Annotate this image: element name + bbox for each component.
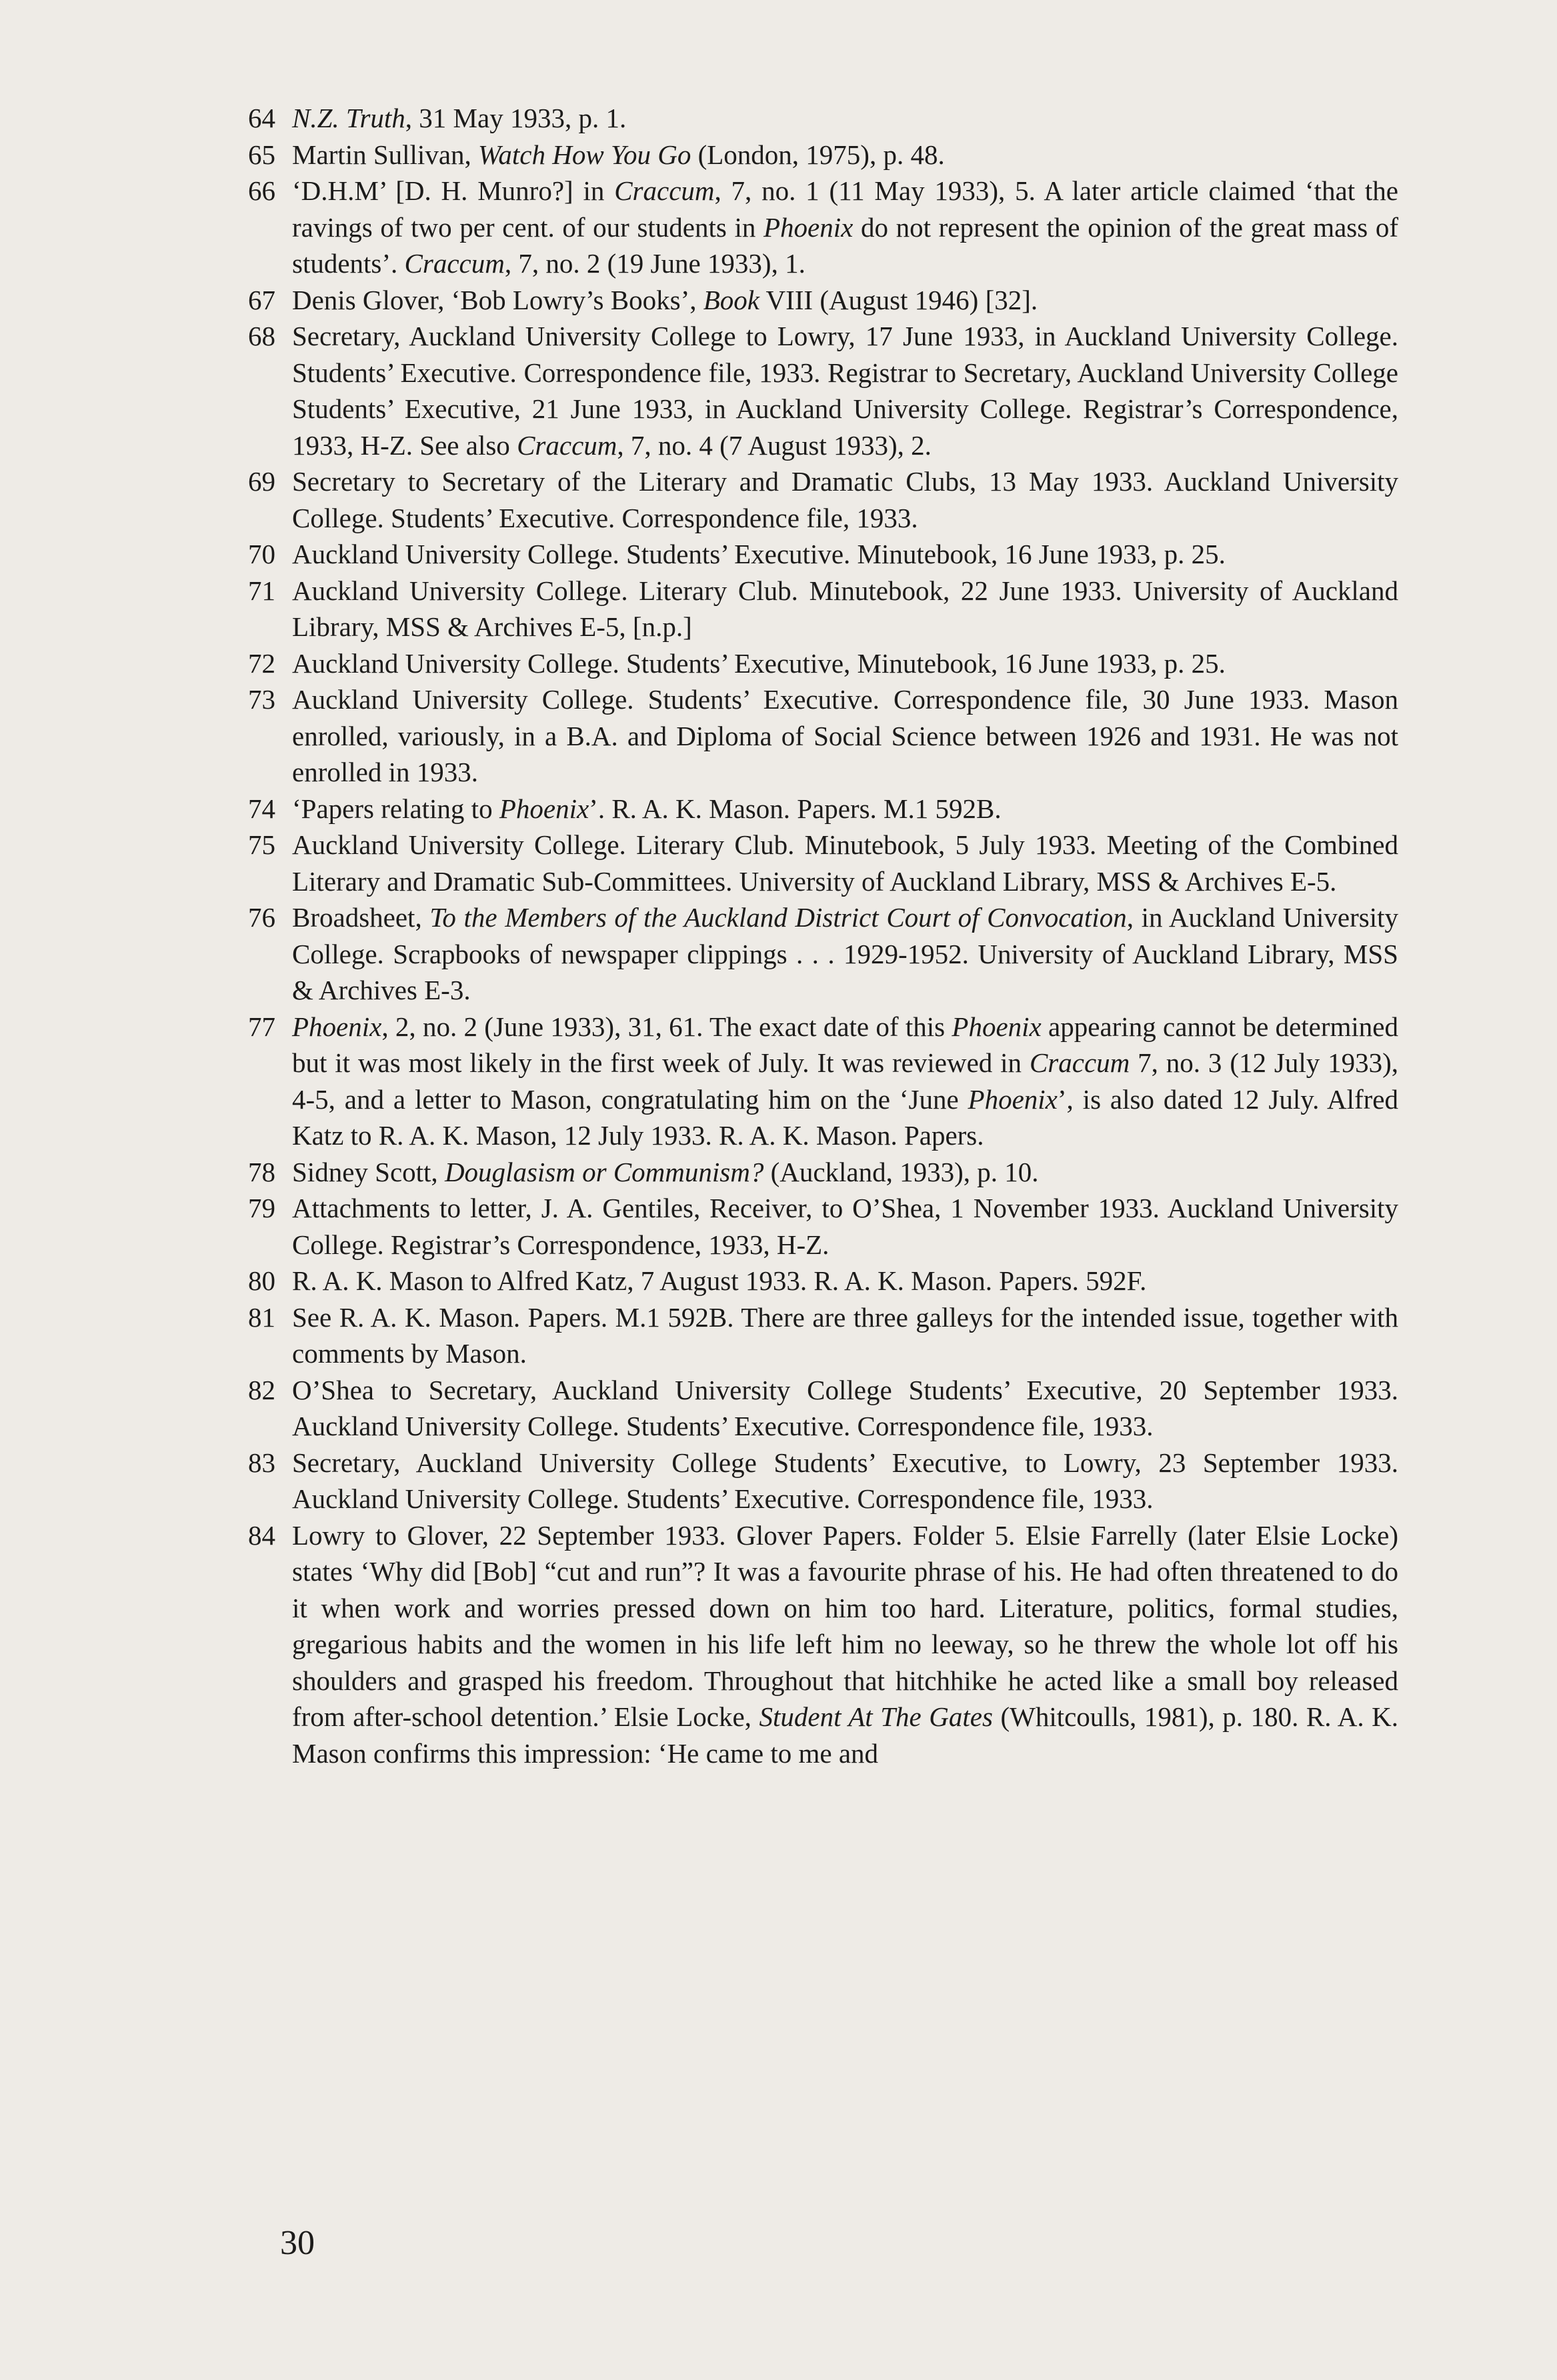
endnote-number: 71 <box>248 575 275 606</box>
text-segment: ’, is also dated 12 July. Alfred Katz to R. A. K. Mason, 12 July 1933. R. A. K. Mason. Papers. <box>292 1083 1398 1151</box>
text-segment: Auckland University College. Literary Club. Minutebook, 22 June 1933. University of Auckland Library, MSS & Archives E-5, [n.p.] <box>292 575 1398 642</box>
endnote-number: 64 <box>248 103 275 133</box>
text-segment: (Whitcoulls, 1981), p. 180. R. A. K. Mason confirms this impression: ‘He came to me and <box>292 1701 1398 1769</box>
text-segment: VIII (August 1946) [32]. <box>759 284 1038 315</box>
endnote-text <box>292 829 1398 897</box>
endnote-65 <box>248 137 1398 173</box>
text-segment: , 7, no. 1 (11 May 1933), 5. A later article claimed ‘that the ravings of two per cent. of our students in <box>292 175 1398 243</box>
endnote-number: 83 <box>248 1447 275 1478</box>
italic-title: Phoenix <box>763 211 854 243</box>
endnote-text <box>292 466 1398 533</box>
endnote-number: 80 <box>248 1265 275 1296</box>
endnote-text <box>292 1520 1398 1769</box>
text-segment: Lowry to Glover, 22 September 1933. Glover Papers. Folder 5. Elsie Farrelly (later Elsie Locke) states ‘Why did [Bob] “cut and run”? It was a favourite phrase of his. He had often threatened to do it when work and worries pressed down on him too hard. Literature, politics, formal studies, gregarious habits and the women in his life left him no leeway, so he threw the whole lot off his shoulders and grasped his freedom. Throughout that hitchhike he acted like a small boy released from after-school detention.’ Elsie Locke, <box>292 1519 1398 1732</box>
endnote-number: 78 <box>248 1156 275 1187</box>
endnote-text <box>292 139 945 170</box>
endnote-67 <box>248 282 1398 319</box>
endnote-79 <box>248 1190 1398 1263</box>
text-segment: , 2, no. 2 (June 1933), 31, 61. The exact date of this <box>381 1011 952 1042</box>
italic-title: Phoenix <box>499 793 589 824</box>
text-segment: ’. R. A. K. Mason. Papers. M.1 592B. <box>589 793 1002 824</box>
text-segment: Secretary, Auckland University College to Lowry, 17 June 1933, in Auckland University College. Students’ Executive. Correspondence file, 1933. Registrar to Secretary, Auckland University College Students’ Executive, 21 June 1933, in Auckland University College. Registrar’s Correspondence, 1933, H-Z. See also <box>292 321 1398 461</box>
page-number: 30 <box>280 2224 315 2262</box>
endnote-text <box>292 1265 1146 1296</box>
text-segment: , 7, no. 4 (7 August 1933), 2. <box>617 429 932 461</box>
endnote-81 <box>248 1299 1398 1372</box>
endnote-text <box>292 684 1398 787</box>
text-segment: Secretary, Auckland University College Students’ Executive, to Lowry, 23 September 1933. Auckland University College. Students’ Executive. Correspondence file, 1933. <box>292 1447 1398 1514</box>
endnote-64 <box>248 100 1398 137</box>
endnote-82 <box>248 1372 1398 1445</box>
endnote-69 <box>248 463 1398 536</box>
endnote-number: 77 <box>248 1011 275 1042</box>
text-segment: ‘Papers relating to <box>292 793 499 824</box>
text-segment: do not represent the opinion of the great mass of students’. <box>292 211 1398 279</box>
italic-title: Craccum <box>1029 1047 1130 1078</box>
text-segment: O’Shea to Secretary, Auckland University College Students’ Executive, 20 September 1933. Auckland University College. Students’ Executive. Correspondence file, 1933. <box>292 1374 1398 1441</box>
text-segment: (Auckland, 1933), p. 10. <box>763 1156 1039 1187</box>
endnote-text <box>292 1011 1398 1151</box>
endnote-80 <box>248 1263 1398 1299</box>
endnote-number: 68 <box>248 321 275 351</box>
endnote-number: 84 <box>248 1519 275 1551</box>
text-segment: See R. A. K. Mason. Papers. M.1 592B. There are three galleys for the intended issue, together with comments by Mason. <box>292 1301 1398 1369</box>
text-segment: (London, 1975), p. 48. <box>691 139 945 170</box>
endnote-text <box>292 285 1038 315</box>
italic-title: Book <box>703 284 759 315</box>
endnote-73 <box>248 681 1398 791</box>
text-segment: Secretary to Secretary of the Literary and Dramatic Clubs, 13 May 1933. Auckland University College. Students’ Executive. Correspondence file, 1933. <box>292 466 1398 533</box>
endnotes-list <box>248 100 1398 1771</box>
endnote-number: 67 <box>248 284 275 315</box>
endnote-text <box>292 902 1398 1005</box>
endnote-text <box>292 103 626 133</box>
text-segment: 7, no. 3 (12 July 1933), 4-5, and a letter to Mason, congratulating him on the ‘June <box>292 1047 1399 1115</box>
text-segment: , in Auckland University College. Scrapbooks of newspaper clippings . . . 1929-1952. University of Auckland Library, MSS & Archives E-3. <box>292 902 1398 1005</box>
endnote-number: 65 <box>248 139 275 170</box>
endnote-text <box>292 1193 1398 1260</box>
endnote-number: 79 <box>248 1193 275 1223</box>
endnote-text <box>292 539 1226 569</box>
endnote-text <box>292 1375 1398 1442</box>
italic-title: Phoenix <box>968 1083 1058 1115</box>
endnote-text <box>292 1157 1039 1187</box>
italic-title: Phoenix <box>292 1011 382 1042</box>
text-segment: Denis Glover, ‘Bob Lowry’s Books’, <box>292 284 703 315</box>
endnote-text <box>292 793 1002 824</box>
endnote-text <box>292 321 1398 461</box>
text-segment: Auckland University College. Students’ Executive, Minutebook, 16 June 1933, p. 25. <box>292 647 1226 679</box>
endnote-72 <box>248 645 1398 682</box>
endnote-83 <box>248 1445 1398 1517</box>
italic-title: Craccum <box>517 429 617 461</box>
endnote-75 <box>248 827 1398 899</box>
endnote-70 <box>248 536 1398 573</box>
endnote-76 <box>248 899 1398 1009</box>
italic-title: To the Members of the Auckland District Court of Convocation <box>429 902 1127 933</box>
text-segment: R. A. K. Mason to Alfred Katz, 7 August 1933. R. A. K. Mason. Papers. 592F. <box>292 1265 1147 1296</box>
text-segment: appearing cannot be determined but it was most likely in the first week of July. It was reviewed in <box>292 1011 1399 1078</box>
italic-title: Douglasism or Communism? <box>444 1156 764 1187</box>
text-segment: Martin Sullivan, <box>292 139 479 170</box>
endnote-74 <box>248 791 1398 827</box>
endnote-68 <box>248 318 1398 463</box>
text-segment: Sidney Scott, <box>292 1156 445 1187</box>
italic-title: Craccum <box>404 248 505 279</box>
endnote-number: 81 <box>248 1301 275 1333</box>
endnote-84 <box>248 1517 1398 1772</box>
text-segment: Attachments to letter, J. A. Gentiles, Receiver, to O’Shea, 1 November 1933. Auckland University College. Registrar’s Correspondence, 1933, H-Z. <box>292 1193 1398 1260</box>
endnote-number: 69 <box>248 466 275 497</box>
text-segment: ‘D.H.M’ [D. H. Munro?] in <box>292 175 615 206</box>
endnote-number: 76 <box>248 902 275 933</box>
italic-title: Phoenix <box>952 1011 1042 1042</box>
text-segment: Auckland University College. Students’ Executive. Correspondence file, 30 June 1933. Mason enrolled, variously, in a B.A. and Diploma of Social Science between 1926 and 1931. He was not enrolled in 1933. <box>292 684 1398 787</box>
text-segment: Auckland University College. Students’ Executive. Minutebook, 16 June 1933, p. 25. <box>292 539 1226 569</box>
text-segment: Auckland University College. Literary Club. Minutebook, 5 July 1933. Meeting of the Combined Literary and Dramatic Sub-Committees. University of Auckland Library, MSS & Archives E-5. <box>292 829 1398 897</box>
text-segment: , 31 May 1933, p. 1. <box>405 103 627 133</box>
endnote-number: 75 <box>248 829 275 860</box>
endnote-text <box>292 1447 1398 1515</box>
endnote-text <box>292 575 1398 643</box>
italic-title: Student At The Gates <box>759 1701 993 1732</box>
endnote-text <box>292 648 1226 679</box>
text-segment: Broadsheet, <box>292 902 430 933</box>
endnote-text <box>292 175 1398 279</box>
endnote-number: 66 <box>248 175 275 206</box>
endnote-number: 82 <box>248 1374 275 1405</box>
endnote-77 <box>248 1009 1398 1154</box>
italic-title: Craccum <box>614 175 715 206</box>
italic-title: Watch How You Go <box>478 139 691 170</box>
endnote-number: 74 <box>248 793 275 824</box>
endnote-66 <box>248 173 1398 282</box>
endnote-number: 73 <box>248 684 275 715</box>
text-segment: , 7, no. 2 (19 June 1933), 1. <box>504 248 806 279</box>
endnote-78 <box>248 1154 1398 1191</box>
endnote-71 <box>248 573 1398 645</box>
endnote-text <box>292 1302 1398 1369</box>
italic-title: N.Z. Truth <box>292 103 405 133</box>
endnote-number: 72 <box>248 647 275 679</box>
endnote-number: 70 <box>248 539 275 569</box>
